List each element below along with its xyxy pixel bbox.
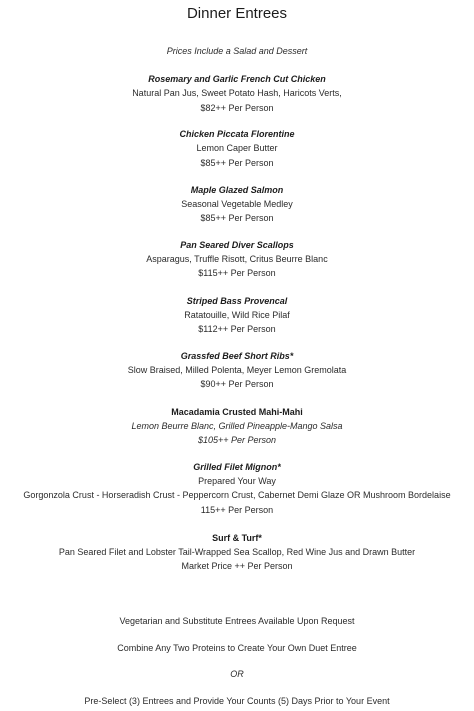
entree-name: Striped Bass Provencal <box>186 296 288 306</box>
entree-name: Grilled Filet Mignon* <box>193 462 281 472</box>
entree-price: 115++ Per Person <box>200 505 274 515</box>
footer-duet-note: Combine Any Two Proteins to Create Your Own Duet Entree <box>117 643 357 653</box>
entree-description: Ratatouille, Wild Rice Pilaf <box>184 310 290 320</box>
entree-description: Lemon Caper Butter <box>196 143 278 153</box>
entree-name: Grassfed Beef Short Ribs* <box>180 351 294 361</box>
entree-description: Seasonal Vegetable Medley <box>181 199 293 209</box>
entree-price: $85++ Per Person <box>200 213 274 223</box>
entree-price: Market Price ++ Per Person <box>181 561 293 571</box>
entree-description: Asparagus, Truffle Risott, Critus Beurre Blanc <box>146 254 328 264</box>
entree-price: $82++ Per Person <box>200 103 274 113</box>
entree-price: $112++ Per Person <box>198 324 276 334</box>
footer-or: OR <box>230 669 244 679</box>
entree-price: $90++ Per Person <box>200 379 274 389</box>
entree-name: Rosemary and Garlic French Cut Chicken <box>148 74 326 84</box>
entree-name: Macadamia Crusted Mahi-Mahi <box>171 407 303 417</box>
entree-name: Chicken Piccata Florentine <box>179 129 295 139</box>
entree-name: Maple Glazed Salmon <box>190 185 284 195</box>
entree-name: Surf & Turf* <box>212 533 262 543</box>
entree-description: Lemon Beurre Blanc, Grilled Pineapple-Mango Salsa <box>131 421 343 431</box>
entree-price: $115++ Per Person <box>198 268 276 278</box>
entree-options: Gorgonzola Crust - Horseradish Crust - Peppercorn Crust, Cabernet Demi Glaze OR Mushroom Bordelaise <box>23 490 451 500</box>
entree-description: Pan Seared Filet and Lobster Tail-Wrapped Sea Scallop, Red Wine Jus and Drawn Butter <box>58 547 416 557</box>
footer-vegetarian-note: Vegetarian and Substitute Entrees Available Upon Request <box>119 616 355 626</box>
entree-name: Pan Seared Diver Scallops <box>180 240 294 250</box>
entree-price: $105++ Per Person <box>197 435 277 445</box>
entree-description: Prepared Your Way <box>198 476 276 486</box>
entree-price: $85++ Per Person <box>200 158 274 168</box>
footer-preselect-note: Pre-Select (3) Entrees and Provide Your Counts (5) Days Prior to Your Event <box>84 696 390 706</box>
entree-description: Natural Pan Jus, Sweet Potato Hash, Haricots Verts, <box>132 88 342 98</box>
page-title: Dinner Entrees <box>186 5 288 22</box>
entree-description: Slow Braised, Milled Polenta, Meyer Lemon Gremolata <box>127 365 347 375</box>
page-subtitle: Prices Include a Salad and Dessert <box>166 46 308 56</box>
